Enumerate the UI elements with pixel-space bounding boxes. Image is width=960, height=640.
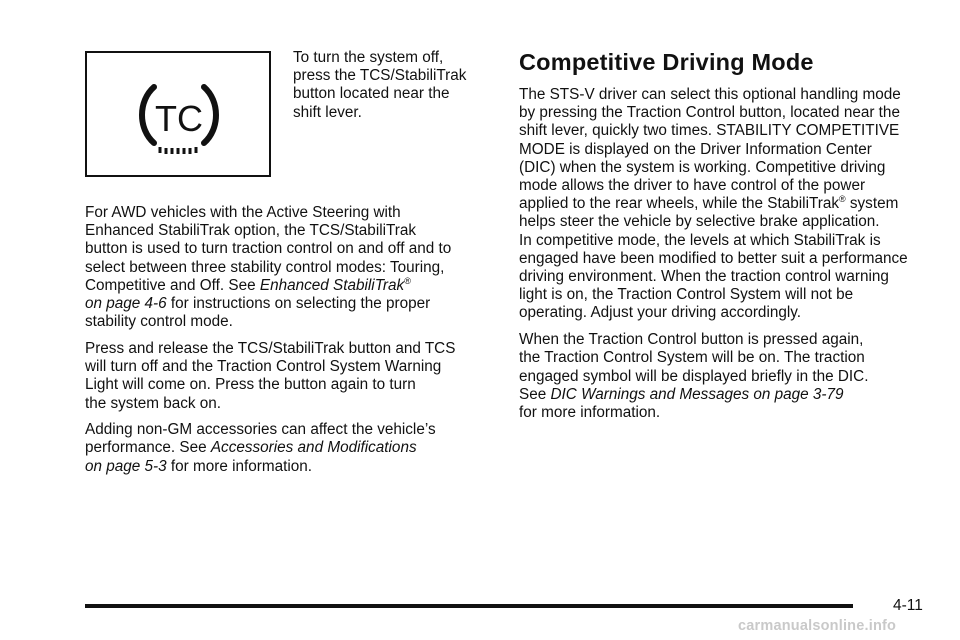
body-line: The STS-V driver can select this optional handling mode	[519, 86, 901, 103]
body-line: mode allows the driver to have control of the power	[519, 177, 866, 195]
dic-warnings-link[interactable]: DIC Warnings and Messages on page 3-79	[550, 385, 844, 403]
body-line: performance. See	[85, 439, 211, 457]
tcs-warning-light-icon	[87, 53, 269, 175]
body-line: for more information.	[519, 403, 661, 421]
intro-line: To turn the system off,	[293, 49, 444, 66]
right-column	[519, 48, 929, 422]
body-line: Press and release the TCS/StabiliTrak button and TCS	[85, 339, 456, 357]
body-line: will turn off and the Traction Control System Warning	[85, 358, 442, 376]
body-line: button is used to turn traction control on and off and to	[85, 240, 452, 258]
body-line: system	[845, 195, 899, 213]
body-line: Competitive and Off. See	[85, 276, 260, 294]
accessories-link[interactable]: Accessories and Modifications	[210, 439, 417, 457]
body-line: Enhanced StabiliTrak option, the TCS/StabiliTrak	[85, 222, 417, 240]
intro-line: press the TCS/StabiliTrak	[293, 67, 467, 85]
body-line: helps steer the vehicle by selective brake application.	[519, 213, 880, 231]
press-release-paragraph	[85, 340, 490, 413]
page-number: 4-11	[893, 597, 923, 614]
body-line: by pressing the Traction Control button, located near the	[519, 104, 900, 122]
enhanced-stabilitrak-page-link[interactable]: on page 4-6	[85, 295, 167, 313]
body-line: driving environment. When the traction control warning	[519, 268, 889, 286]
body-line: Light will come on. Press the button again to turn	[85, 376, 416, 394]
body-line: select between three stability control modes: Touring,	[85, 258, 445, 276]
body-line: for more information.	[166, 457, 313, 475]
registered-mark: ®	[404, 275, 411, 286]
watermark: carmanualsonline.info	[738, 618, 897, 634]
body-line: For AWD vehicles with the Active Steering with	[85, 204, 401, 221]
body-line: engaged symbol will be displayed briefly in the DIC.	[519, 367, 869, 385]
enhanced-stabilitrak-link[interactable]: Enhanced StabiliTrak	[259, 276, 405, 294]
left-column	[85, 204, 490, 476]
body-line: When the Traction Control button is pressed again,	[519, 331, 864, 349]
tcs-icon-letters: TC	[155, 98, 203, 139]
accessories-page-link[interactable]: on page 5-3	[85, 457, 167, 475]
awd-paragraph	[85, 204, 490, 331]
section-heading: Competitive Driving Mode	[519, 49, 814, 75]
intro-line: shift lever.	[293, 103, 362, 121]
body-line: the system back on.	[85, 394, 222, 412]
body-line: See	[519, 385, 551, 403]
body-line: for instructions on selecting the proper	[166, 295, 431, 313]
body-line: stability control mode.	[85, 313, 233, 331]
competitive-mode-paragraph	[519, 86, 929, 323]
body-line: the Traction Control System will be on. The traction	[519, 349, 865, 367]
intro-paragraph	[293, 49, 493, 122]
registered-mark: ®	[839, 194, 846, 205]
tcs-icon-frame	[85, 51, 271, 177]
footer-rule	[85, 604, 853, 608]
body-line: light is on, the Traction Control System will not be	[519, 286, 854, 304]
accessories-paragraph	[85, 421, 490, 476]
button-pressed-again-paragraph	[519, 331, 929, 422]
body-line: (DIC) when the system is working. Competitive driving	[519, 158, 886, 176]
body-line: In competitive mode, the levels at which StabiliTrak is	[519, 231, 881, 249]
body-line: operating. Adjust your driving accordingly.	[519, 304, 802, 322]
body-line: engaged have been modified to better suit a performance	[519, 249, 908, 267]
intro-line: button located near the	[293, 85, 450, 103]
body-line: applied to the rear wheels, while the StabiliTrak	[519, 195, 839, 213]
body-line: Adding non-GM accessories can affect the vehicle’s	[85, 421, 436, 439]
body-line: shift lever, quickly two times. STABILITY COMPETITIVE	[519, 122, 900, 140]
body-line: MODE is displayed on the Driver Information Center	[519, 140, 872, 158]
